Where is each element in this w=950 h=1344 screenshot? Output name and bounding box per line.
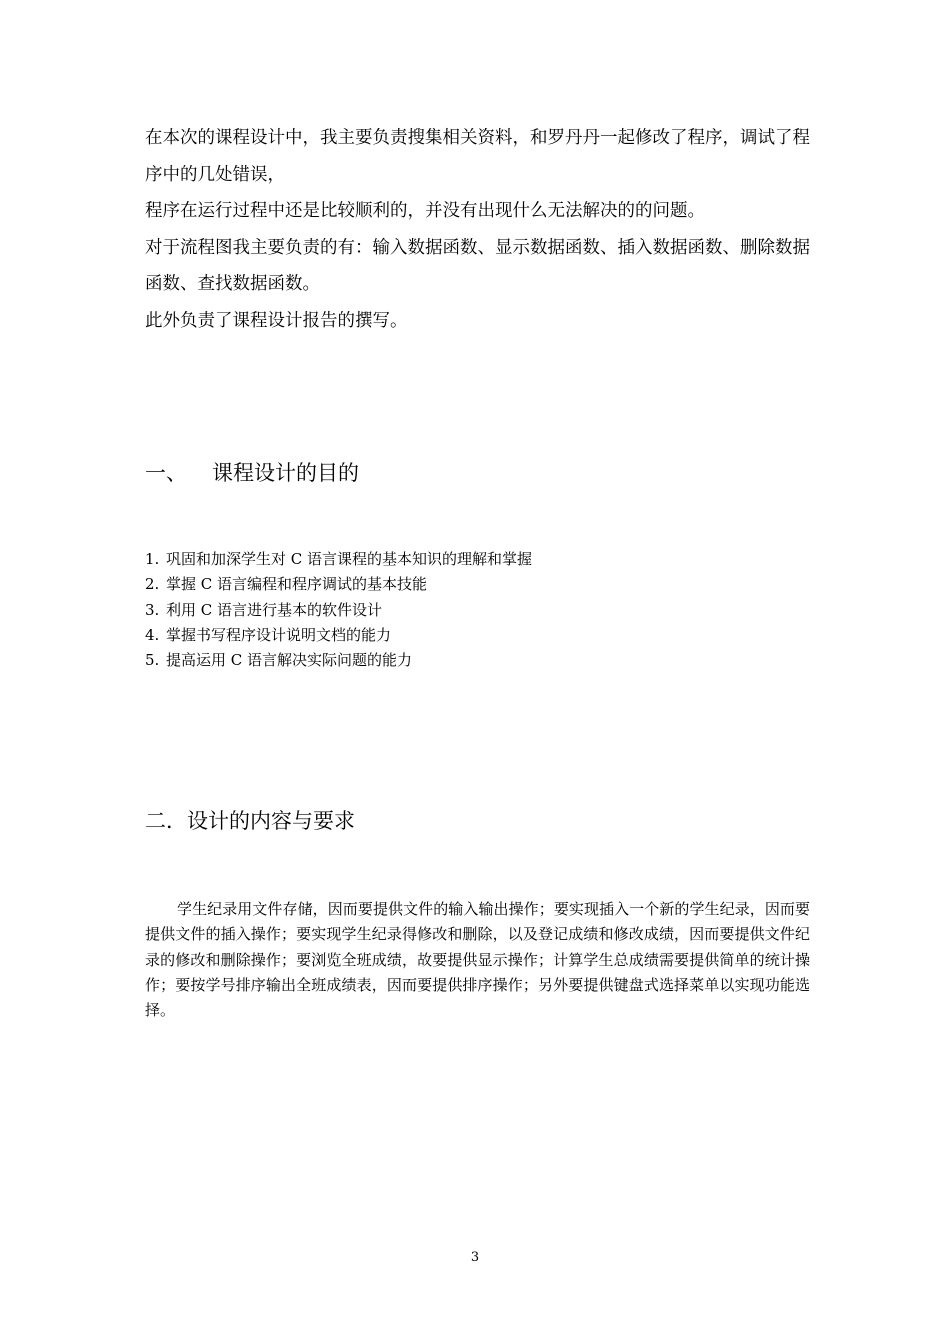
intro-line: 对于流程图我主要负责的有：输入数据函数、显示数据函数、插入数据函数、删除数据函数、查找数据函数。: [145, 237, 810, 294]
content-requirements-paragraph: 学生纪录用文件存储，因而要提供文件的输入输出操作；要实现插入一个新的学生纪录，因而要提供文件的插入操作；要实现学生纪录得修改和删除，以及登记成绩和修改成绩，因而要提供文件纪录的修改和删除操作；要浏览全班成绩，故要提供显示操作；计算学生总成绩需要提供简单的统计操作；要按学号排序输出全班成绩表，因而要提供排序操作；另外要提供键盘式选择菜单以实现功能选择。: [145, 900, 810, 1020]
list-item-text: 巩固和加深学生对 C 语言课程的基本知识的理解和掌握: [166, 550, 533, 568]
list-item-number: 1.: [145, 550, 160, 568]
list-item-text: 利用 C 语言进行基本的软件设计: [166, 600, 383, 619]
list-item-number: 4.: [145, 625, 160, 644]
list-item: [145, 598, 532, 623]
section-heading-purpose: [145, 458, 359, 488]
list-item-text: 提高运用 C 语言解决实际问题的能力: [166, 651, 413, 670]
intro-line: 此外负责了课程设计报告的撰写。: [145, 310, 408, 331]
list-item: [145, 572, 532, 597]
list-item-number: 3.: [145, 600, 160, 619]
section-heading-content: 二．设计的内容与要求: [145, 809, 355, 833]
intro-paragraphs: [145, 120, 810, 339]
intro-line: 在本次的课程设计中，我主要负责搜集相关资料，和罗丹丹一起修改了程序，调试了程序中的几处错误，: [145, 128, 810, 185]
list-item-number: 2.: [145, 575, 160, 594]
list-item-number: 5.: [145, 651, 160, 670]
list-item: [145, 623, 532, 648]
list-item-text: 掌握 C 语言编程和程序调试的基本技能: [166, 575, 428, 594]
purpose-list: [145, 547, 532, 673]
list-item: [145, 648, 532, 673]
page-number: 3: [470, 1250, 480, 1265]
section-title: 课程设计的目的: [212, 461, 359, 485]
list-item: [145, 547, 532, 572]
list-item-text: 掌握书写程序设计说明文档的能力: [166, 625, 392, 644]
section-number: 一、: [145, 461, 187, 485]
intro-line: 程序在运行过程中还是比较顺利的，并没有出现什么无法解决的的问题。: [145, 201, 705, 221]
